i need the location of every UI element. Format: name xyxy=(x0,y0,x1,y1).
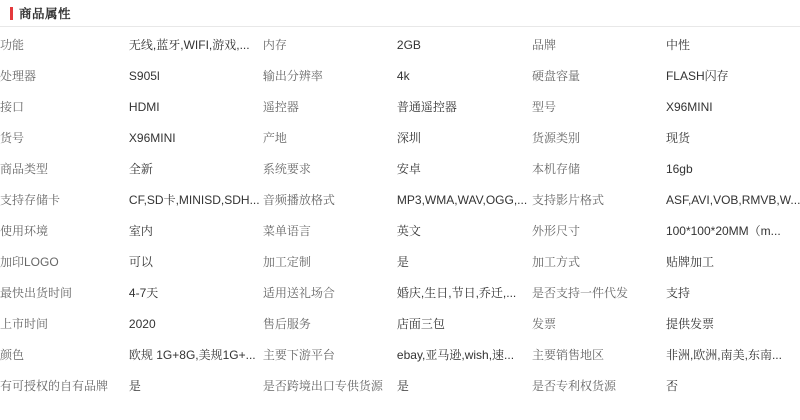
attribute-value xyxy=(397,153,532,184)
attribute-key: 加工方式 xyxy=(531,255,580,269)
attribute-value xyxy=(129,308,263,339)
attribute-value xyxy=(129,60,263,91)
attribute-value xyxy=(129,29,263,60)
attribute-value xyxy=(397,277,532,308)
attribute-value-text: 16gb xyxy=(665,161,693,176)
section-header xyxy=(0,0,800,27)
attribute-value xyxy=(666,184,800,215)
attribute-value-text: 4-7天 xyxy=(128,286,159,300)
attribute-key: 主要销售地区 xyxy=(531,348,604,362)
attribute-key: 菜单语言 xyxy=(262,224,311,238)
attribute-value xyxy=(397,184,532,215)
attribute-value-text: 深圳 xyxy=(396,131,421,145)
attribute-value xyxy=(666,29,800,60)
attribute-key: 最快出货时间 xyxy=(0,286,73,300)
attribute-value-text: 非洲,欧洲,南美,东南... xyxy=(665,348,782,362)
attribute-value-text: 无线,蓝牙,WIFI,游戏,... xyxy=(128,38,250,52)
attribute-value-text: 100*100*20MM（m... xyxy=(665,224,781,238)
attribute-key: 音频播放格式 xyxy=(262,193,335,207)
attribute-value xyxy=(129,277,263,308)
attribute-key: 是否专利权货源 xyxy=(531,379,616,393)
attribute-key: 外形尺寸 xyxy=(531,224,580,238)
attribute-key: 发票 xyxy=(531,317,556,331)
attribute-value xyxy=(397,339,532,370)
attribute-value xyxy=(397,308,532,339)
attribute-value xyxy=(397,60,532,91)
attribute-value-text: HDMI xyxy=(128,99,160,114)
attribute-value xyxy=(397,215,532,246)
attribute-key: 售后服务 xyxy=(262,317,311,331)
attribute-key: 有可授权的自有品牌 xyxy=(0,379,109,393)
attribute-key: 货号 xyxy=(0,131,25,145)
attribute-value-text: 2020 xyxy=(128,316,156,331)
attribute-value xyxy=(397,370,532,401)
table-row xyxy=(0,29,800,60)
attribute-value-text: 店面三包 xyxy=(396,317,445,331)
attribute-key: 品牌 xyxy=(531,38,556,52)
attribute-key: 使用环境 xyxy=(0,224,49,238)
page-title: 商品属性 xyxy=(19,7,72,21)
attribute-value-text: 全新 xyxy=(128,162,153,176)
attribute-value-text: FLASH闪存 xyxy=(665,69,729,83)
table-row xyxy=(0,246,800,277)
attribute-key: 是否跨境出口专供货源 xyxy=(262,379,383,393)
attribute-value-text: 欧规 1G+8G,美规1G+... xyxy=(128,348,256,362)
attribute-key: 颜色 xyxy=(0,348,25,362)
table-row xyxy=(0,370,800,401)
attribute-value-text: 是 xyxy=(396,379,409,393)
attribute-value-text: 是 xyxy=(396,255,409,269)
attribute-value xyxy=(666,246,800,277)
attribute-value-text: 可以 xyxy=(128,255,153,269)
attribute-key: 商品类型 xyxy=(0,162,49,176)
attribute-key: 产地 xyxy=(262,131,287,145)
attribute-key: 本机存储 xyxy=(531,162,580,176)
attribute-value-text: CF,SD卡,MINISD,SDH... xyxy=(128,193,260,207)
attribute-value xyxy=(666,277,800,308)
table-row xyxy=(0,308,800,339)
attribute-value xyxy=(129,153,263,184)
attribute-value xyxy=(666,339,800,370)
attribute-value xyxy=(397,29,532,60)
attribute-value xyxy=(129,339,263,370)
attribute-value-text: 是 xyxy=(128,379,141,393)
attribute-key: 货源类别 xyxy=(531,131,580,145)
attribute-key: 功能 xyxy=(0,38,25,52)
attribute-key: 处理器 xyxy=(0,69,37,83)
attribute-value xyxy=(397,122,532,153)
attribute-value xyxy=(129,246,263,277)
attribute-key: 是否支持一件代发 xyxy=(531,286,628,300)
attribute-value xyxy=(397,246,532,277)
attribute-value-text: 提供发票 xyxy=(665,317,714,331)
attribute-value-text: 否 xyxy=(665,379,678,393)
attribute-value xyxy=(129,184,263,215)
attribute-value xyxy=(129,91,263,122)
attribute-value xyxy=(666,215,800,246)
table-row xyxy=(0,339,800,370)
attribute-value xyxy=(666,60,800,91)
attribute-key: 遥控器 xyxy=(262,100,299,114)
attribute-key: 接口 xyxy=(0,100,25,114)
attribute-value-text: X96MINI xyxy=(128,130,176,145)
attribute-value-text: 普通遥控器 xyxy=(396,100,457,114)
table-row xyxy=(0,122,800,153)
attribute-value-text: ASF,AVI,VOB,RMVB,W... xyxy=(665,192,800,207)
attribute-value-text: 室内 xyxy=(128,224,153,238)
attribute-value-text: 英文 xyxy=(396,224,421,238)
attribute-value-text: S905l xyxy=(128,68,160,83)
accent-bar-icon xyxy=(10,7,13,20)
attribute-value-text: 安卓 xyxy=(396,162,421,176)
attribute-key: 系统要求 xyxy=(262,162,311,176)
attribute-key: 上市时间 xyxy=(0,317,49,331)
attribute-value-text: 4k xyxy=(396,68,410,83)
attribute-value-text: 贴牌加工 xyxy=(665,255,714,269)
attribute-value xyxy=(666,122,800,153)
attribute-value xyxy=(397,91,532,122)
attribute-value xyxy=(129,370,263,401)
attribute-value-text: ebay,亚马逊,wish,速... xyxy=(396,348,515,362)
attribute-value-text: 中性 xyxy=(665,38,690,52)
attributes-table xyxy=(0,29,800,401)
table-row xyxy=(0,91,800,122)
attribute-value-text: 支持 xyxy=(665,286,690,300)
attribute-key: 输出分辨率 xyxy=(262,69,323,83)
table-row xyxy=(0,60,800,91)
attribute-value-text: MP3,WMA,WAV,OGG,... xyxy=(396,192,528,207)
attribute-value xyxy=(129,122,263,153)
attribute-key: 主要下游平台 xyxy=(262,348,335,362)
attribute-key: 加印LOGO xyxy=(0,255,59,269)
table-row xyxy=(0,215,800,246)
attribute-value-text: 现货 xyxy=(665,131,690,145)
table-row xyxy=(0,277,800,308)
attribute-key: 适用送礼场合 xyxy=(262,286,335,300)
attribute-value xyxy=(666,153,800,184)
attribute-value xyxy=(666,91,800,122)
attribute-value xyxy=(666,308,800,339)
attribute-value xyxy=(666,370,800,401)
attribute-key: 支持影片格式 xyxy=(531,193,604,207)
attribute-value xyxy=(129,215,263,246)
table-row xyxy=(0,153,800,184)
attribute-key: 型号 xyxy=(531,100,556,114)
attribute-key: 内存 xyxy=(262,38,287,52)
attribute-key: 加工定制 xyxy=(262,255,311,269)
attribute-value-text: 2GB xyxy=(396,37,421,52)
attribute-value-text: X96MINI xyxy=(665,99,713,114)
table-row xyxy=(0,184,800,215)
attribute-value-text: 婚庆,生日,节日,乔迁,... xyxy=(396,286,517,300)
attribute-key: 支持存储卡 xyxy=(0,193,61,207)
attribute-key: 硬盘容量 xyxy=(531,69,580,83)
